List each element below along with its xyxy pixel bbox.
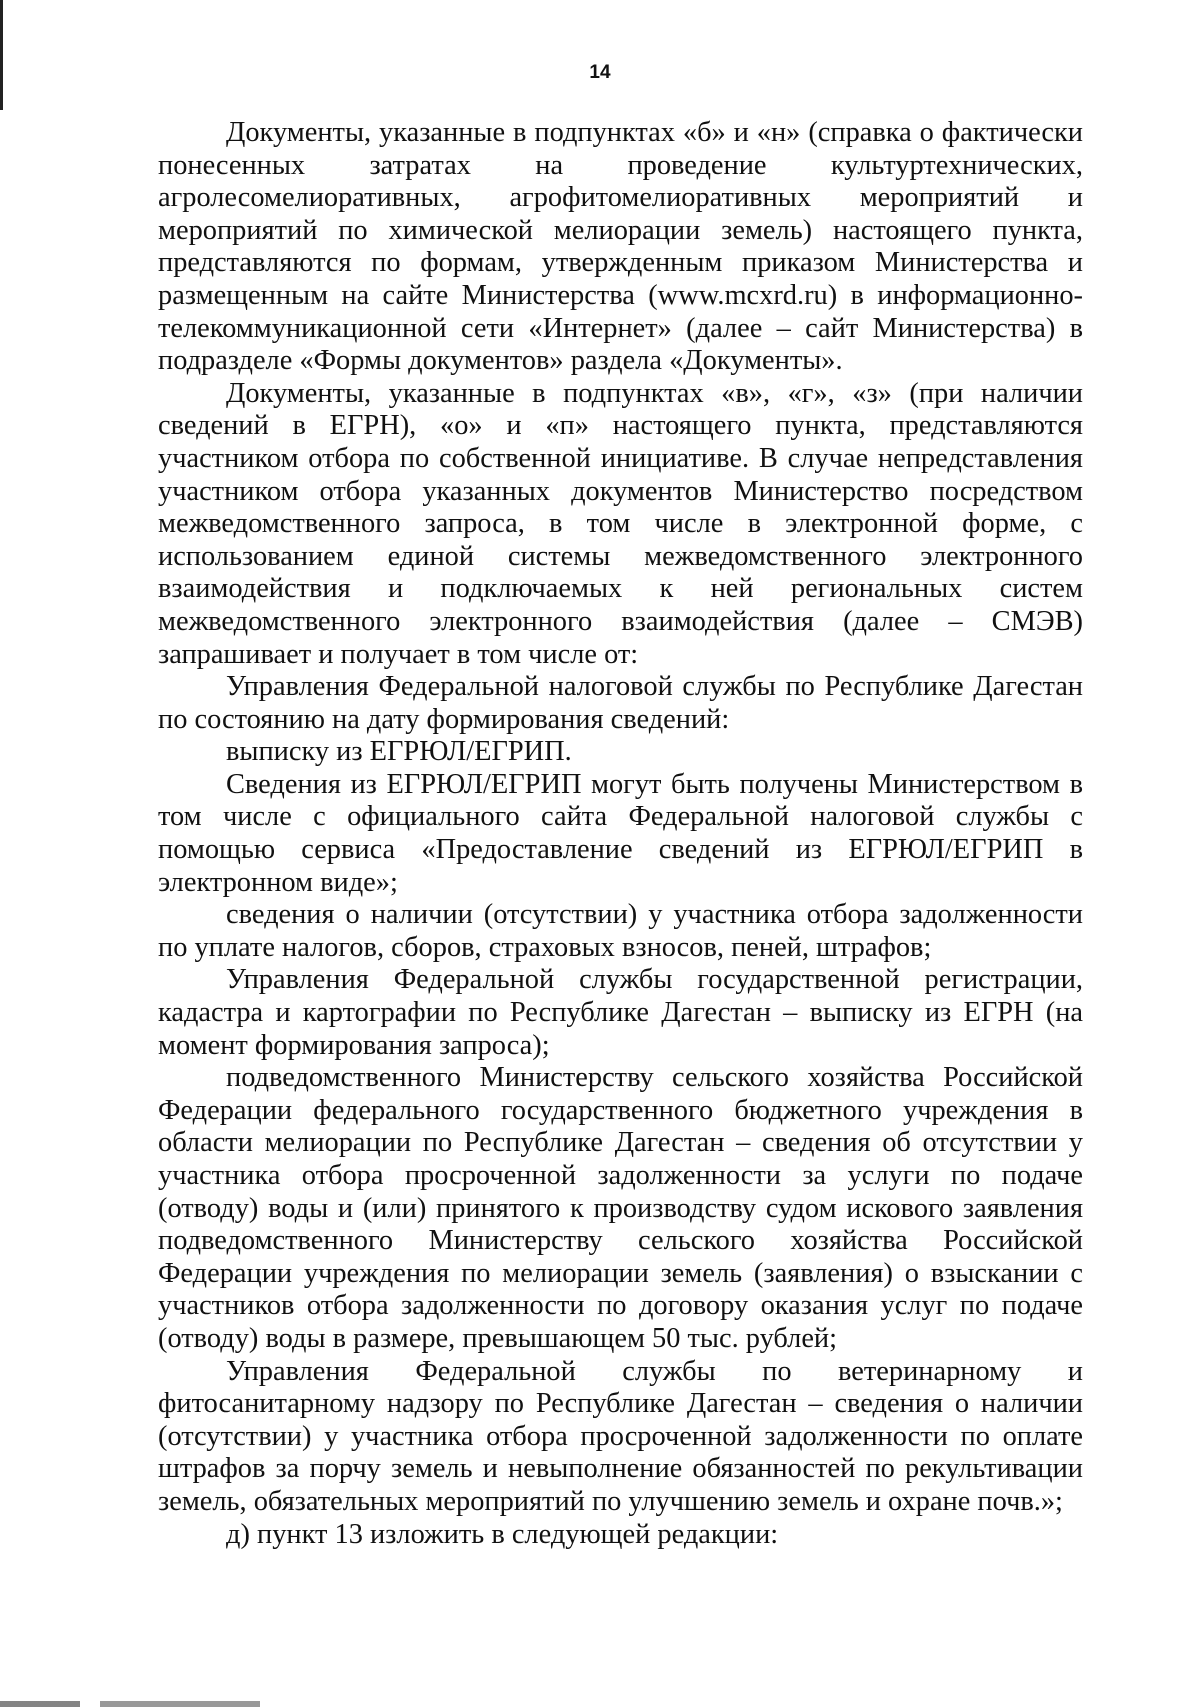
scan-bottom-edge: [0, 1701, 1200, 1707]
paragraph-melioration-institution: подведомственного Министерству сельского хозяйства Российской Федерации федерального государственного бюджетного учреждения в области мелиорации по Республике Дагестан – сведения об отсутствии у участника отбора просроченной задолженности за услуги по подаче (отводу) воды и (или) принятого к производству судом искового заявления подведомственного Министерству сельского хозяйства Российской Федерации учреждения по мелиорации земель (заявления) о взыскании с участников отбора задолженности по договору оказания услуг по подаче (отводу) воды в размере, превышающем 50 тыс. рублей;: [158, 1062, 1083, 1354]
scan-edge-mark: [0, 0, 3, 110]
paragraph-documents-initiative: Документы, указанные в подпунктах «в», «г», «з» (при наличии сведений в ЕГРН), «о» и «п» настоящего пункта, представляются участником отбора по собственной инициативе. В случае непредставления участником отбора указанных документов Министерство посредством межведомственного запроса, в том числе в электронной форме, с использованием единой системы межведомственного электронного взаимодействия и подключаемых к ней региональных систем межведомственного электронного взаимодействия (далее – СМЭВ) запрашивает и получает в том числе от:: [158, 377, 1083, 670]
paragraph-tax-service: Управления Федеральной налоговой службы по Республике Дагестан по состоянию на дату формирования сведений:: [158, 671, 1083, 735]
paragraph-egrul-extract: выписку из ЕГРЮЛ/ЕГРИП.: [226, 736, 572, 768]
page-number: 14: [589, 62, 611, 83]
paragraph-clause-13: д) пункт 13 изложить в следующей редакции:: [226, 1518, 779, 1550]
document-body: [158, 117, 1083, 1551]
paragraph-rosreestr: Управления Федеральной службы государственной регистрации, кадастра и картографии по Республике Дагестан – выписку из ЕГРН (на момент формирования запроса);: [158, 964, 1083, 1061]
paragraph-rosselkhoznadzor: Управления Федеральной службы по ветеринарному и фитосанитарному надзору по Республике Дагестан – сведения о наличии (отсутствии) у участника отбора просроченной задолженности по оплате штрафов за порчу земель и невыполнение обязанностей по рекультивации земель, обязательных мероприятий по улучшению земель и охране почв.»;: [158, 1355, 1083, 1517]
paragraph-tax-debt: сведения о наличии (отсутствии) у участника отбора задолженности по уплате налогов, сборов, страховых взносов, пеней, штрафов;: [158, 899, 1083, 963]
paragraph-documents-forms: Документы, указанные в подпунктах «б» и «н» (справка о фактически понесенных затратах на проведение культуртехнических, агролесомелиоративных, агрофитомелиоративных мероприятий и мероприятий по химической мелиорации земель) настоящего пункта, представляются по формам, утвержденным приказом Министерства и размещенным на сайте Министерства (www.mcxrd.ru) в информационно-телекоммуникационной сети «Интернет» (далее – сайт Министерства) в подразделе «Формы документов» раздела «Документы».: [158, 117, 1083, 377]
paragraph-egrul-website: Сведения из ЕГРЮЛ/ЕГРИП могут быть получены Министерством в том числе с официального сайта Федеральной налоговой службы с помощью сервиса «Предоставление сведений из ЕГРЮЛ/ЕГРИП в электронном виде»;: [158, 768, 1083, 898]
